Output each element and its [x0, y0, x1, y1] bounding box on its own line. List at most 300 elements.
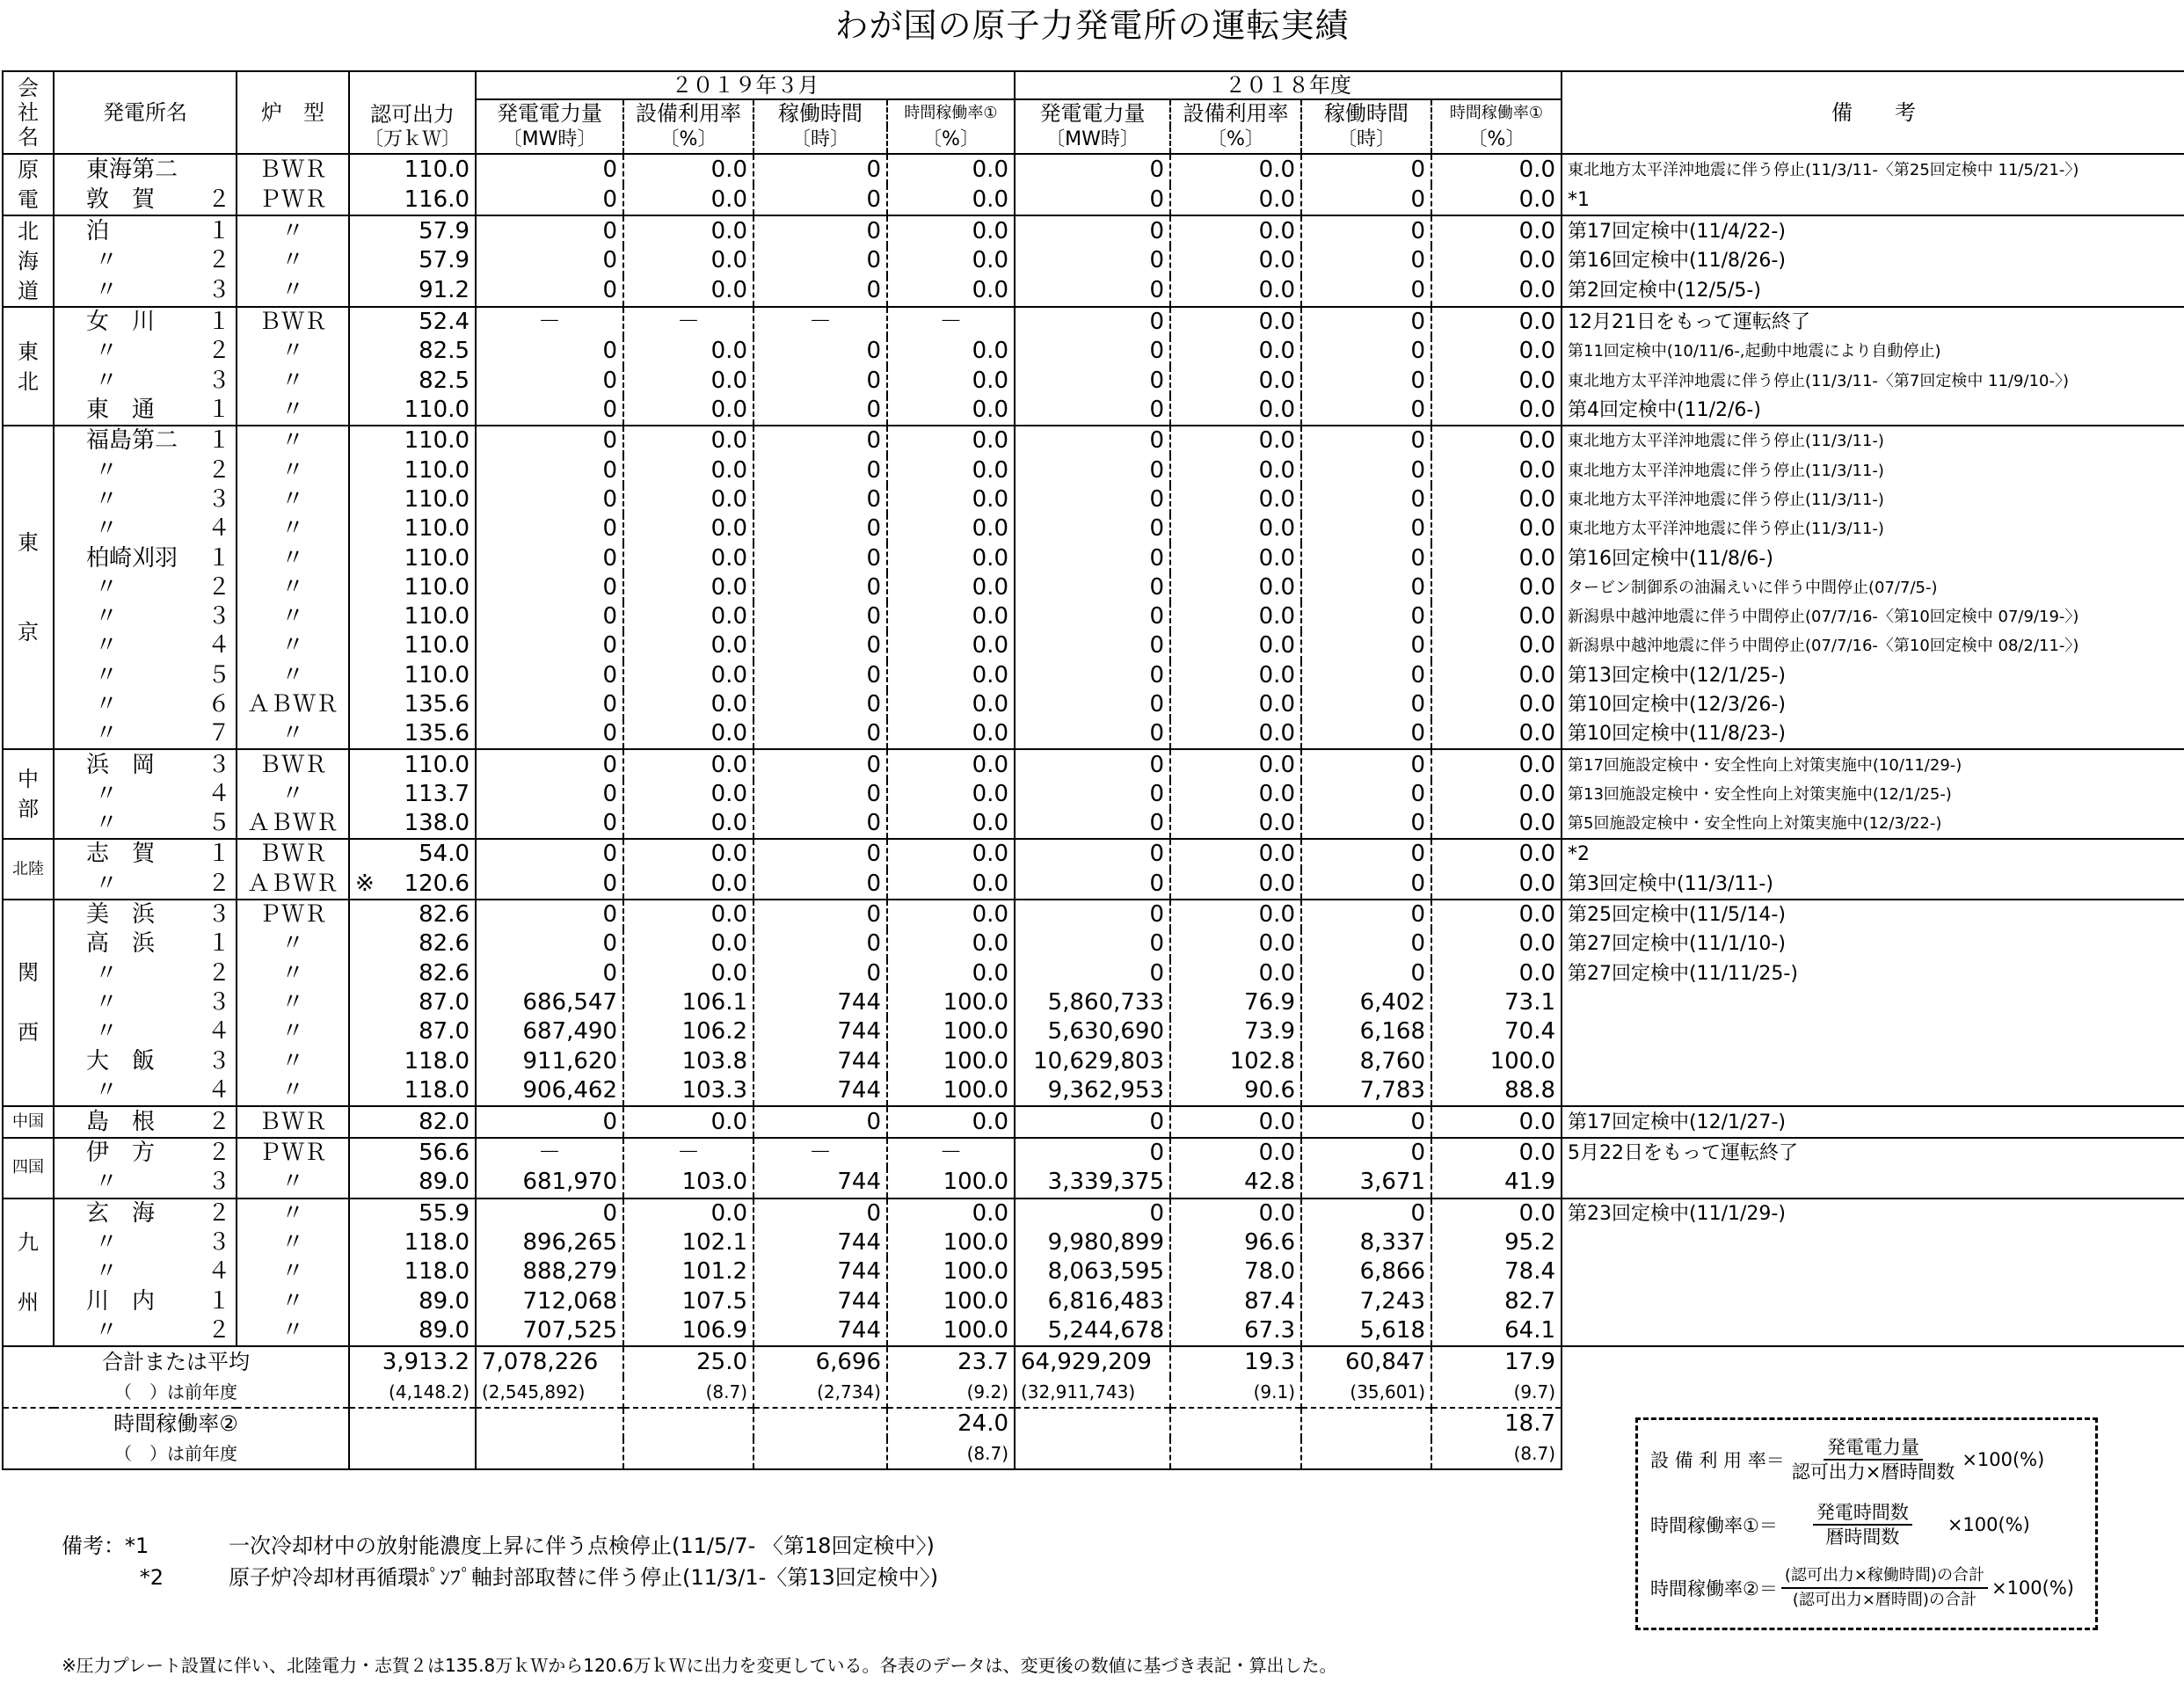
table-row: [3, 690, 2184, 719]
plant-name-cell: [54, 1046, 237, 1075]
plant-name: 大 飯: [86, 1047, 156, 1075]
reactor-type: 〃: [237, 719, 349, 749]
gen-year: 6,816,483: [1015, 1287, 1170, 1316]
capacity-number: 138.0: [404, 810, 470, 837]
util-month: 0.0: [623, 1198, 753, 1228]
gen-month: 0: [476, 215, 623, 246]
unit-number: ４: [207, 632, 230, 659]
hours-month: 0: [753, 246, 887, 276]
remarks-text: 第16回定検中(11/8/26-): [1562, 246, 2184, 276]
hrate-month: 0.0: [887, 426, 1015, 455]
capacity-value: [349, 929, 476, 958]
hrate-month: 0.0: [887, 276, 1015, 307]
gen-year: 8,063,595: [1015, 1257, 1170, 1286]
remarks-text: 第3回定検中(11/3/11-): [1562, 870, 2184, 900]
formula-utilization: [1650, 1436, 2044, 1483]
remarks-text: *1: [1562, 185, 2184, 215]
gen-year: 0: [1015, 307, 1170, 337]
plant-name-cell: [54, 485, 237, 514]
util-month: 0.0: [623, 185, 753, 215]
table-row: [3, 396, 2184, 426]
gen-month: 0: [476, 185, 623, 215]
hrate-year: 0.0: [1431, 514, 1562, 543]
util-year: 73.9: [1170, 1017, 1301, 1046]
formula-numerator: 発電時間数: [1813, 1501, 1912, 1526]
header-util: 設備利用率: [1170, 99, 1301, 127]
util-month: 0.0: [623, 215, 753, 246]
gen-month: 896,265: [476, 1228, 623, 1257]
util-month: 103.3: [623, 1076, 753, 1106]
util-month: 0.0: [623, 631, 753, 660]
util-year: 0.0: [1170, 690, 1301, 719]
capacity-value: [349, 1076, 476, 1106]
hours-year: 5,618: [1301, 1316, 1431, 1346]
hours-year: 0: [1301, 929, 1431, 958]
table-row: [3, 1076, 2184, 1106]
hours-month: 0: [753, 455, 887, 484]
header-period-year: ２０１８年度: [1015, 71, 1562, 99]
gen-month: 0: [476, 900, 623, 929]
hours-year: 0: [1301, 749, 1431, 779]
table-row: [3, 455, 2184, 484]
plant-name: 浜 岡: [86, 751, 156, 778]
reactor-type: 〃: [237, 1076, 349, 1106]
prev-value: (2,734): [753, 1377, 887, 1408]
plant-name: 玄 海: [86, 1199, 156, 1227]
capacity-value: [349, 900, 476, 929]
unit-number: １: [207, 841, 230, 868]
util-month: 0.0: [623, 246, 753, 276]
gen-month: 0: [476, 573, 623, 602]
hours-year: 6,168: [1301, 1017, 1431, 1046]
reactor-type: 〃: [237, 959, 349, 988]
plant-name: 〃: [95, 485, 119, 513]
hours-year: 0: [1301, 367, 1431, 396]
unit-number: ３: [207, 1047, 230, 1075]
unit-number: ２: [207, 1140, 230, 1167]
unit-number: ２: [207, 573, 230, 601]
hours-month: 0: [753, 780, 887, 809]
unit-number: ４: [207, 1076, 230, 1104]
hours-year: 0: [1301, 246, 1431, 276]
hrate-month: 0.0: [887, 215, 1015, 246]
hours-year: 0: [1301, 215, 1431, 246]
hours-month: 744: [753, 1168, 887, 1198]
unit-number: ２: [207, 959, 230, 987]
gen-month: 0: [476, 543, 623, 572]
gen-month: 0: [476, 959, 623, 988]
empty-cell: [753, 1408, 887, 1439]
hrate-month: 0.0: [887, 631, 1015, 660]
header-hours-unit: 〔時〕: [753, 127, 887, 154]
gen-year: 5,244,678: [1015, 1316, 1170, 1346]
table-row: [3, 1138, 2184, 1168]
capacity-value: [349, 1316, 476, 1346]
remarks-text: 第27回定検中(11/1/10-): [1562, 929, 2184, 958]
plant-name: 〃: [95, 691, 119, 718]
util-month: 0.0: [623, 719, 753, 749]
hrate-year: 0.0: [1431, 602, 1562, 631]
hours-year: 0: [1301, 573, 1431, 602]
reactor-type: 〃: [237, 1228, 349, 1257]
unit-number: ３: [207, 603, 230, 630]
remarks-text: 第27回定検中(11/11/25-): [1562, 959, 2184, 988]
unit-number: １: [207, 309, 230, 336]
hours-year: 0: [1301, 631, 1431, 660]
capacity-number: 82.5: [419, 367, 470, 394]
capacity-number: 89.0: [419, 1169, 470, 1196]
plant-name-cell: [54, 337, 237, 366]
capacity-value: [349, 1257, 476, 1286]
remarks-text: 第13回定検中(12/1/25-): [1562, 661, 2184, 690]
util-year: 0.0: [1170, 396, 1301, 426]
gen-month: 911,620: [476, 1046, 623, 1075]
unit-number: ３: [207, 367, 230, 394]
gen-month: 0: [476, 809, 623, 839]
capacity-value: [349, 1228, 476, 1257]
header-remarks: 備 考: [1562, 71, 2184, 154]
hrate-month: 0.0: [887, 396, 1015, 426]
empty-cell: [1301, 1439, 1431, 1469]
reactor-type: ＢＷＲ: [237, 839, 349, 869]
hours-year: 0: [1301, 1198, 1431, 1228]
prev-value: (32,911,743): [1015, 1377, 1170, 1408]
gen-year: 0: [1015, 337, 1170, 366]
reactor-type: 〃: [237, 367, 349, 396]
remarks-text: 第10回定検中(11/8/23-): [1562, 719, 2184, 749]
util-year: 0.0: [1170, 154, 1301, 185]
hrate-month: 0.0: [887, 602, 1015, 631]
capacity-value: [349, 749, 476, 779]
table-row: [3, 246, 2184, 276]
gen-month: 888,279: [476, 1257, 623, 1286]
util-year: 0.0: [1170, 426, 1301, 455]
hrate2-month: 24.0: [887, 1408, 1015, 1439]
plant-name: 川 内: [86, 1287, 156, 1315]
plant-name-cell: [54, 307, 237, 337]
capacity-value: [349, 1046, 476, 1075]
reactor-type: 〃: [237, 602, 349, 631]
header-hours: 稼働時間: [753, 99, 887, 127]
remarks-text: 第5回施設定検中・安全性向上対策実施中(12/3/22-): [1562, 809, 2184, 839]
capacity-number: 82.6: [419, 930, 470, 958]
util-month: 106.2: [623, 1017, 753, 1046]
plant-name-cell: [54, 719, 237, 749]
hours-year: 0: [1301, 185, 1431, 215]
hours-year: 0: [1301, 1138, 1431, 1168]
reactor-type: ＡＢＷＲ: [237, 690, 349, 719]
table-row: [3, 485, 2184, 514]
formula-label: 時間稼働率①＝: [1650, 1515, 1778, 1536]
reactor-type: 〃: [237, 1257, 349, 1286]
plant-name: 敦 賀: [86, 186, 156, 213]
unit-number: １: [207, 930, 230, 958]
hrate-year: 0.0: [1431, 485, 1562, 514]
company-name: 北 海 道: [3, 215, 54, 307]
util-year: 0.0: [1170, 337, 1301, 366]
hrate-year: 95.2: [1431, 1228, 1562, 1257]
hrate-year: 82.7: [1431, 1287, 1562, 1316]
capacity-number: 110.0: [404, 397, 470, 424]
util-year: 0.0: [1170, 661, 1301, 690]
hours-year: 0: [1301, 809, 1431, 839]
capacity-value: [349, 367, 476, 396]
hours-year: 0: [1301, 276, 1431, 307]
table-row: [3, 1168, 2184, 1198]
formula-numerator: (認可出力×稼働時間)の合計: [1781, 1564, 1988, 1589]
util-month: 0.0: [623, 514, 753, 543]
remarks-text: 第4回定検中(11/2/6-): [1562, 396, 2184, 426]
plant-name: 〃: [95, 1018, 119, 1046]
plant-name-cell: [54, 396, 237, 426]
reactor-type: 〃: [237, 631, 349, 660]
util-year: 78.0: [1170, 1257, 1301, 1286]
hrate-year: 0.0: [1431, 185, 1562, 215]
note-text: 原子炉冷却材再循環ﾎﾟﾝﾌﾟ軸封部取替に伴う停止(11/3/1-〈第13回定検中〉): [229, 1565, 939, 1590]
hours-year: 6,866: [1301, 1257, 1431, 1286]
hours-year: 8,760: [1301, 1046, 1431, 1075]
prev-capacity: (4,148.2): [349, 1377, 476, 1408]
capacity-value: [349, 485, 476, 514]
util-year: 0.0: [1170, 367, 1301, 396]
reactor-type: 〃: [237, 337, 349, 366]
header-gen: 発電電力量: [1015, 99, 1170, 127]
gen-year: 0: [1015, 246, 1170, 276]
remarks-text: [1562, 1257, 2184, 1286]
unit-number: ３: [207, 988, 230, 1016]
hours-month: 0: [753, 485, 887, 514]
hrate-month: 0.0: [887, 514, 1015, 543]
hours-year: 0: [1301, 337, 1431, 366]
reactor-type: 〃: [237, 661, 349, 690]
util-year: 0.0: [1170, 929, 1301, 958]
hours-month: 0: [753, 870, 887, 900]
table-row: [3, 1106, 2184, 1138]
header-gen-unit: 〔MW時〕: [476, 127, 623, 154]
util-year: 0.0: [1170, 215, 1301, 246]
gen-year: 0: [1015, 780, 1170, 809]
util-year: 0.0: [1170, 455, 1301, 484]
gen-month: 0: [476, 514, 623, 543]
hrate-month: 0.0: [887, 719, 1015, 749]
gen-month: 0: [476, 485, 623, 514]
remarks-text: 新潟県中越沖地震に伴う中間停止(07/7/16-〈第10回定検中 08/2/11-〉): [1562, 631, 2184, 660]
capacity-number: 135.6: [404, 720, 470, 747]
util-year: 0.0: [1170, 543, 1301, 572]
util-month: 0.0: [623, 396, 753, 426]
total-value: 6,696: [753, 1346, 887, 1377]
table-row: [3, 809, 2184, 839]
hours-year: 0: [1301, 514, 1431, 543]
gen-month: 712,068: [476, 1287, 623, 1316]
hrate-month: 0.0: [887, 900, 1015, 929]
table-row: [3, 749, 2184, 779]
company-name: 東 北: [3, 307, 54, 426]
capacity-number: 110.0: [404, 485, 470, 513]
unit-number: ３: [207, 901, 230, 929]
hours-month: 0: [753, 690, 887, 719]
unit-number: ４: [207, 515, 230, 543]
prev-value: (9.1): [1170, 1377, 1301, 1408]
reactor-type: 〃: [237, 543, 349, 572]
gen-year: 0: [1015, 1198, 1170, 1228]
hrate-year: 78.4: [1431, 1257, 1562, 1286]
table-row: [3, 1228, 2184, 1257]
gen-month: 0: [476, 749, 623, 779]
hrate-year: 0.0: [1431, 307, 1562, 337]
capacity-number: 110.0: [404, 632, 470, 659]
capacity-number: 91.2: [419, 277, 470, 304]
hrate-month: 0.0: [887, 573, 1015, 602]
company-name: 中 部: [3, 749, 54, 839]
hours-year: 0: [1301, 543, 1431, 572]
hours-month: 744: [753, 1287, 887, 1316]
remarks-text: 第17回定検中(12/1/27-): [1562, 1106, 2184, 1138]
util-year: 0.0: [1170, 602, 1301, 631]
plant-name: 島 根: [86, 1108, 156, 1135]
note-text: 一次冷却材中の放射能濃度上昇に伴う点検停止(11/5/7- 〈第18回定検中〉): [229, 1534, 935, 1558]
capacity-number: 110.0: [404, 544, 470, 572]
totals-capacity: 3,913.2: [349, 1346, 476, 1377]
plant-name: 〃: [95, 456, 119, 484]
remarks-text: 第16回定検中(11/8/6-): [1562, 543, 2184, 572]
company-name: 四国: [3, 1138, 54, 1198]
table-row: [3, 900, 2184, 929]
formula-denominator: 認可出力×暦時間数: [1791, 1461, 1955, 1483]
hrate-year: 0.0: [1431, 631, 1562, 660]
reactor-type: 〃: [237, 988, 349, 1017]
gen-year: 9,980,899: [1015, 1228, 1170, 1257]
remarks-text: 第17回定検中(11/4/22-): [1562, 215, 2184, 246]
hrate-month: 100.0: [887, 1287, 1015, 1316]
util-month: 107.5: [623, 1287, 753, 1316]
hours-year: 0: [1301, 426, 1431, 455]
reactor-type: 〃: [237, 396, 349, 426]
hours-month: 0: [753, 337, 887, 366]
formula-multiplier: ×100(%): [1991, 1577, 2074, 1599]
gen-year: 0: [1015, 809, 1170, 839]
unit-number: ２: [207, 456, 230, 484]
util-month: －: [623, 1138, 753, 1168]
prev-value: (8.7): [623, 1377, 753, 1408]
unit-number: ２: [207, 186, 230, 213]
capacity-value: [349, 514, 476, 543]
company-name: 原 電: [3, 154, 54, 215]
util-year: 76.9: [1170, 988, 1301, 1017]
company-name: 九 州: [3, 1198, 54, 1346]
util-year: 0.0: [1170, 1138, 1301, 1168]
hours-year: 7,243: [1301, 1287, 1431, 1316]
gen-year: 5,630,690: [1015, 1017, 1170, 1046]
hours-month: 0: [753, 1106, 887, 1138]
capacity-value: [349, 661, 476, 690]
capacity-value: [349, 1106, 476, 1138]
plant-name-cell: [54, 631, 237, 660]
hrate-month: 0.0: [887, 337, 1015, 366]
plant-name-cell: [54, 1138, 237, 1168]
util-month: 101.2: [623, 1257, 753, 1286]
hrate-year: 0.0: [1431, 154, 1562, 185]
remarks-text: 第11回定検中(10/11/6-,起動中地震により自動停止): [1562, 337, 2184, 366]
plant-name: 柏崎刈羽: [86, 544, 178, 572]
plant-name-cell: [54, 1198, 237, 1228]
hrate-year: 0.0: [1431, 1138, 1562, 1168]
header-hours: 稼働時間: [1301, 99, 1431, 127]
hours-month: 0: [753, 719, 887, 749]
gen-year: 5,860,733: [1015, 988, 1170, 1017]
gen-year: 0: [1015, 602, 1170, 631]
header-hrate-unit: 〔%〕: [1431, 127, 1562, 154]
gen-year: 0: [1015, 367, 1170, 396]
plant-name-cell: [54, 276, 237, 307]
capacity-note-mark: ※: [355, 870, 375, 897]
util-year: 0.0: [1170, 959, 1301, 988]
table-row: [3, 929, 2184, 958]
total-value: 19.3: [1170, 1346, 1301, 1377]
reactor-type: 〃: [237, 1198, 349, 1228]
table-row: [3, 1316, 2184, 1346]
util-month: 0.0: [623, 870, 753, 900]
unit-number: ２: [207, 870, 230, 897]
util-month: 106.1: [623, 988, 753, 1017]
util-year: 42.8: [1170, 1168, 1301, 1198]
hours-month: 0: [753, 543, 887, 572]
hours-month: 744: [753, 1076, 887, 1106]
unit-number: １: [207, 217, 230, 244]
capacity-value: [349, 396, 476, 426]
plant-name: 〃: [95, 573, 119, 601]
formula-multiplier: ×100(%): [1947, 1514, 2030, 1535]
plant-name: 東 通: [86, 397, 156, 424]
hours-month: 0: [753, 185, 887, 215]
hours-month: 744: [753, 1046, 887, 1075]
hrate-year: 0.0: [1431, 749, 1562, 779]
remarks-text: [1562, 1316, 2184, 1346]
hours-month: －: [753, 1138, 887, 1168]
gen-month: 0: [476, 154, 623, 185]
hours-month: 744: [753, 988, 887, 1017]
plant-name: 〃: [95, 603, 119, 630]
table-row: [3, 780, 2184, 809]
plant-name: 〃: [95, 1316, 119, 1344]
gen-year: 0: [1015, 514, 1170, 543]
hours-year: 8,337: [1301, 1228, 1431, 1257]
plant-name-cell: [54, 1316, 237, 1346]
hrate-month: 100.0: [887, 1046, 1015, 1075]
util-year: 0.0: [1170, 276, 1301, 307]
capacity-value: [349, 337, 476, 366]
remarks-notes: [62, 1530, 938, 1593]
gen-month: 0: [476, 1106, 623, 1138]
unit-number: ２: [207, 1108, 230, 1135]
gen-year: 0: [1015, 1138, 1170, 1168]
table-row: [3, 215, 2184, 246]
hrate2-label: 時間稼働率②: [3, 1408, 349, 1439]
empty-cell: [476, 1408, 623, 1439]
reactor-type: 〃: [237, 455, 349, 484]
gen-month: 0: [476, 337, 623, 366]
hours-month: 0: [753, 661, 887, 690]
capacity-number: 55.9: [419, 1199, 470, 1227]
gen-year: 0: [1015, 661, 1170, 690]
reactor-type: ＢＷＲ: [237, 154, 349, 185]
header-hrate: 時間稼働率①: [1431, 99, 1562, 127]
table-row: [3, 426, 2184, 455]
plant-name-cell: [54, 1076, 237, 1106]
reactor-type: 〃: [237, 1017, 349, 1046]
plant-name: 〃: [95, 988, 119, 1016]
capacity-value: [349, 719, 476, 749]
